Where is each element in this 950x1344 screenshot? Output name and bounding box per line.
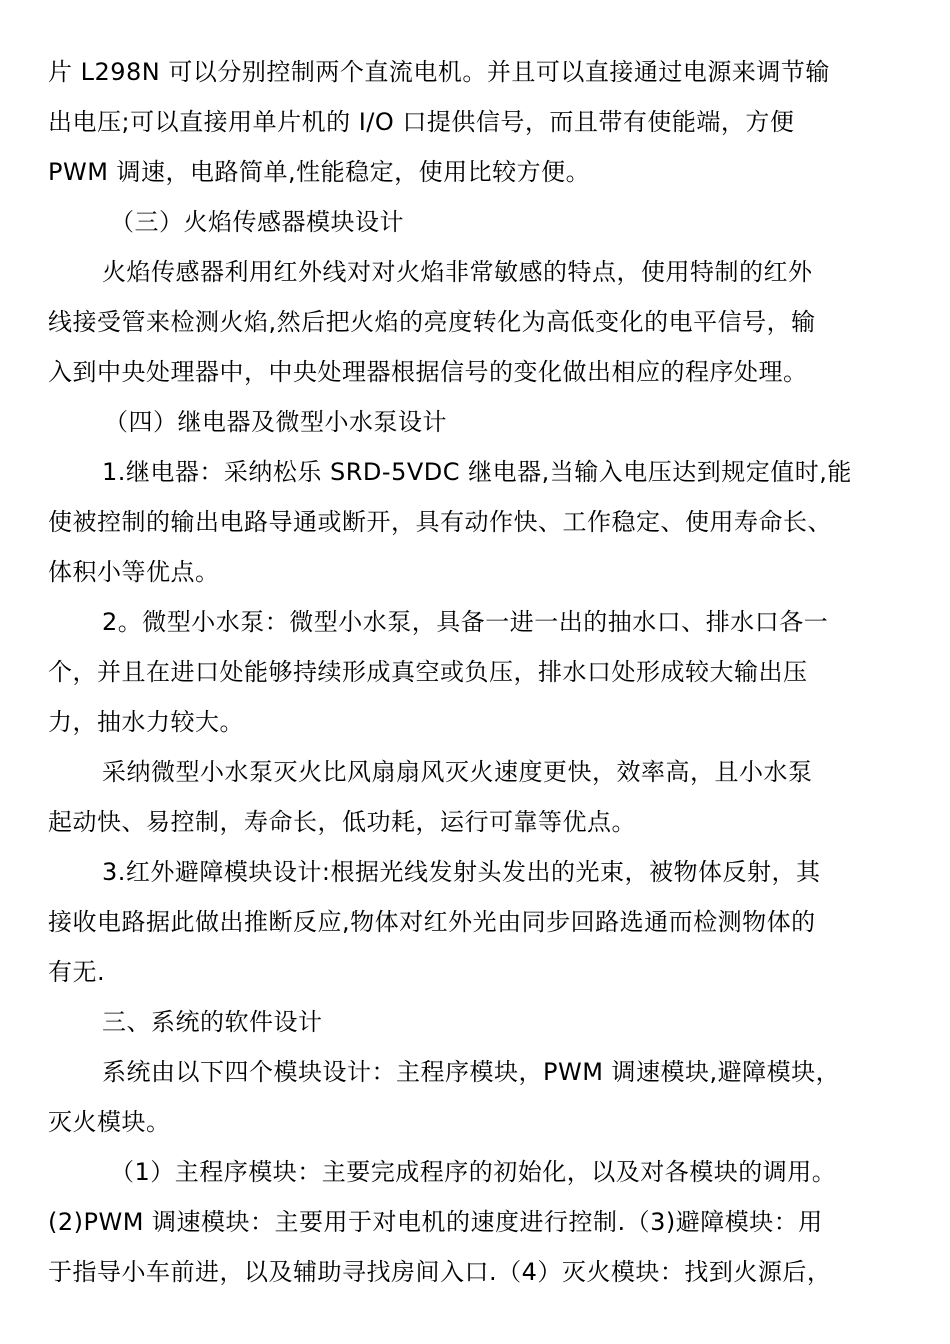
text-line: 片 L298N 可以分别控制两个直流电机。并且可以直接通过电源来调节输 xyxy=(48,58,830,86)
text-line: 使被控制的输出电路导通或断开，具有动作快、工作稳定、使用寿命长、 xyxy=(48,508,832,536)
text-line: 力，抽水力较大。 xyxy=(48,708,244,736)
text-line: 2。微型小水泵：微型小水泵，具备一进一出的抽水口、排水口各一 xyxy=(102,608,829,636)
text-line: 线接受管来检测火焰,然后把火焰的亮度转化为高低变化的电平信号，输 xyxy=(48,308,816,336)
text-line: 起动快、易控制，寿命长，低功耗，运行可靠等优点。 xyxy=(48,808,636,836)
text-line: 接收电路据此做出推断反应,物体对红外光由同步回路选通而检测物体的 xyxy=(48,908,816,936)
text-line: 3.红外避障模块设计:根据光线发射头发出的光束，被物体反射，其 xyxy=(102,858,821,886)
text-line: （1）主程序模块：主要完成程序的初始化，以及对各模块的调用。 xyxy=(110,1158,837,1186)
text-line: 系统由以下四个模块设计：主程序模块，PWM 调速模块,避障模块， xyxy=(102,1058,841,1086)
text-line: 采纳微型小水泵灭火比风扇扇风灭火速度更快，效率高，且小水泵 xyxy=(102,758,813,786)
text-line: 出电压;可以直接用单片机的 I/O 口提供信号，而且带有使能端，方便 xyxy=(48,108,795,136)
text-line: 体积小等优点。 xyxy=(48,558,220,586)
text-line: PWM 调速，电路简单,性能稳定，使用比较方便。 xyxy=(48,158,591,186)
text-line: 有无. xyxy=(48,958,106,986)
text-line: 个，并且在进口处能够持续形成真空或负压，排水口处形成较大输出压 xyxy=(48,658,808,686)
section-heading: （三）火焰传感器模块设计 xyxy=(110,208,404,236)
text-line: (2)PWM 调速模块：主要用于对电机的速度进行控制.（3)避障模块：用 xyxy=(48,1208,823,1236)
text-line: 于指导小车前进，以及辅助寻找房间入口.（4）灭火模块：找到火源后， xyxy=(48,1258,832,1286)
text-line: 火焰传感器利用红外线对对火焰非常敏感的特点，使用特制的红外 xyxy=(102,258,813,286)
text-line: 灭火模块。 xyxy=(48,1108,171,1136)
section-heading: 三、系统的软件设计 xyxy=(102,1008,323,1036)
section-heading: （四）继电器及微型小水泵设计 xyxy=(104,408,447,436)
text-line: 1.继电器：采纳松乐 SRD-5VDC 继电器,当输入电压达到规定值时,能 xyxy=(102,458,852,486)
text-line: 入到中央处理器中，中央处理器根据信号的变化做出相应的程序处理。 xyxy=(48,358,808,386)
